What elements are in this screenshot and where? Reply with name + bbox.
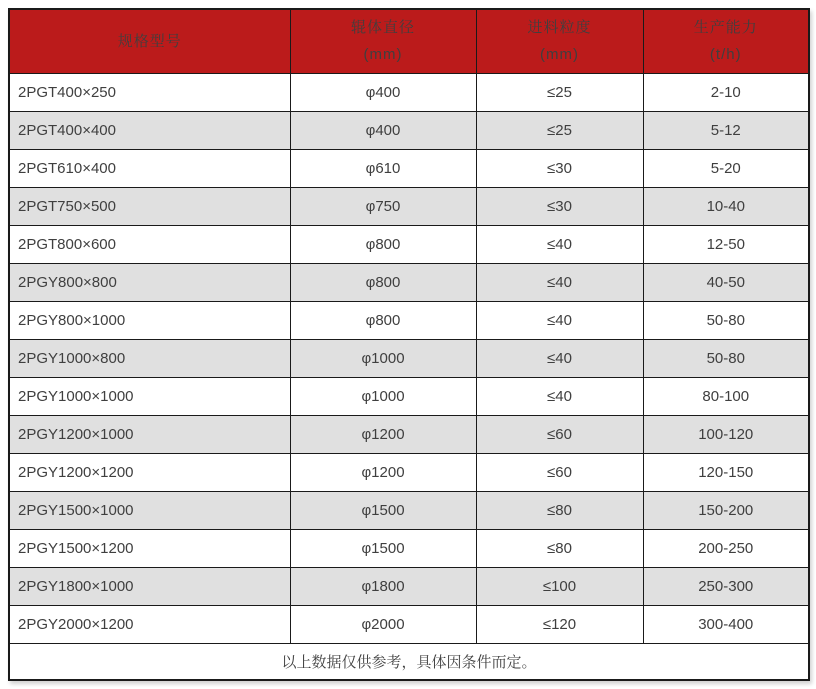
cell-feed-size: ≤80 [476,491,643,529]
table-row [9,567,809,605]
cell-capacity: 50-80 [643,301,809,339]
col-header-model [9,9,290,73]
cell-capacity: 250-300 [643,567,809,605]
cell-capacity: 10-40 [643,187,809,225]
cell-model: 2PGY800×800 [9,263,290,301]
cell-feed-size: ≤40 [476,377,643,415]
cell-feed-size: ≤30 [476,149,643,187]
table-row [9,453,809,491]
cell-diameter: φ400 [290,73,476,111]
cell-feed-size: ≤40 [476,225,643,263]
cell-diameter: φ2000 [290,605,476,643]
table-row [9,605,809,643]
cell-diameter: φ800 [290,263,476,301]
cell-diameter: φ800 [290,225,476,263]
table-row [9,301,809,339]
cell-feed-size: ≤60 [476,415,643,453]
cell-capacity: 80-100 [643,377,809,415]
footer-note: 以上数据仅供参考，具体因条件而定。 [9,643,809,680]
cell-capacity: 120-150 [643,453,809,491]
table-footer [9,643,809,680]
cell-model: 2PGT400×400 [9,111,290,149]
cell-model: 2PGY1000×800 [9,339,290,377]
cell-capacity: 300-400 [643,605,809,643]
col-header-capacity-label: 生产能力 [693,19,758,37]
col-header-feed-size [476,9,643,73]
cell-diameter: φ1500 [290,491,476,529]
cell-feed-size: ≤120 [476,605,643,643]
table-row [9,111,809,149]
table-row [9,491,809,529]
footer-row [9,643,809,680]
table-row [9,529,809,567]
table-header [9,9,809,73]
cell-feed-size: ≤25 [476,111,643,149]
cell-capacity: 2-10 [643,73,809,111]
cell-feed-size: ≤40 [476,263,643,301]
cell-diameter: φ750 [290,187,476,225]
cell-feed-size: ≤25 [476,73,643,111]
cell-model: 2PGY1500×1200 [9,529,290,567]
table-row [9,263,809,301]
col-header-diameter-label: 辊体直径 [350,19,415,37]
cell-diameter: φ610 [290,149,476,187]
cell-diameter: φ400 [290,111,476,149]
cell-diameter: φ1200 [290,453,476,491]
table-row [9,225,809,263]
cell-capacity: 50-80 [643,339,809,377]
table-row [9,415,809,453]
cell-capacity: 40-50 [643,263,809,301]
table-row [9,377,809,415]
cell-capacity: 12-50 [643,225,809,263]
cell-model: 2PGT610×400 [9,149,290,187]
table-row [9,149,809,187]
cell-model: 2PGY1000×1000 [9,377,290,415]
cell-feed-size: ≤100 [476,567,643,605]
cell-model: 2PGY1800×1000 [9,567,290,605]
col-header-model-label: 规格型号 [117,32,182,50]
spec-table-container [8,8,808,681]
cell-model: 2PGT750×500 [9,187,290,225]
cell-diameter: φ800 [290,301,476,339]
cell-capacity: 150-200 [643,491,809,529]
cell-capacity: 5-12 [643,111,809,149]
cell-capacity: 5-20 [643,149,809,187]
table-row [9,187,809,225]
header-row [9,9,809,73]
cell-feed-size: ≤60 [476,453,643,491]
table-row [9,339,809,377]
cell-feed-size: ≤40 [476,339,643,377]
cell-diameter: φ1800 [290,567,476,605]
cell-model: 2PGY1500×1000 [9,491,290,529]
table-row [9,73,809,111]
spec-table [8,8,810,681]
col-header-capacity-unit: (t/h) [709,46,742,64]
cell-feed-size: ≤80 [476,529,643,567]
cell-model: 2PGY1200×1000 [9,415,290,453]
col-header-capacity [643,9,809,73]
cell-diameter: φ1500 [290,529,476,567]
cell-capacity: 100-120 [643,415,809,453]
col-header-diameter-unit: (mm) [363,46,403,64]
col-header-diameter [290,9,476,73]
col-header-feed-size-unit: (mm) [540,46,579,64]
cell-model: 2PGT400×250 [9,73,290,111]
cell-diameter: φ1000 [290,339,476,377]
cell-feed-size: ≤30 [476,187,643,225]
cell-model: 2PGY800×1000 [9,301,290,339]
cell-model: 2PGY2000×1200 [9,605,290,643]
col-header-feed-size-label: 进料粒度 [527,19,592,37]
cell-feed-size: ≤40 [476,301,643,339]
cell-capacity: 200-250 [643,529,809,567]
cell-diameter: φ1200 [290,415,476,453]
cell-model: 2PGY1200×1200 [9,453,290,491]
cell-diameter: φ1000 [290,377,476,415]
table-body [9,73,809,643]
cell-model: 2PGT800×600 [9,225,290,263]
